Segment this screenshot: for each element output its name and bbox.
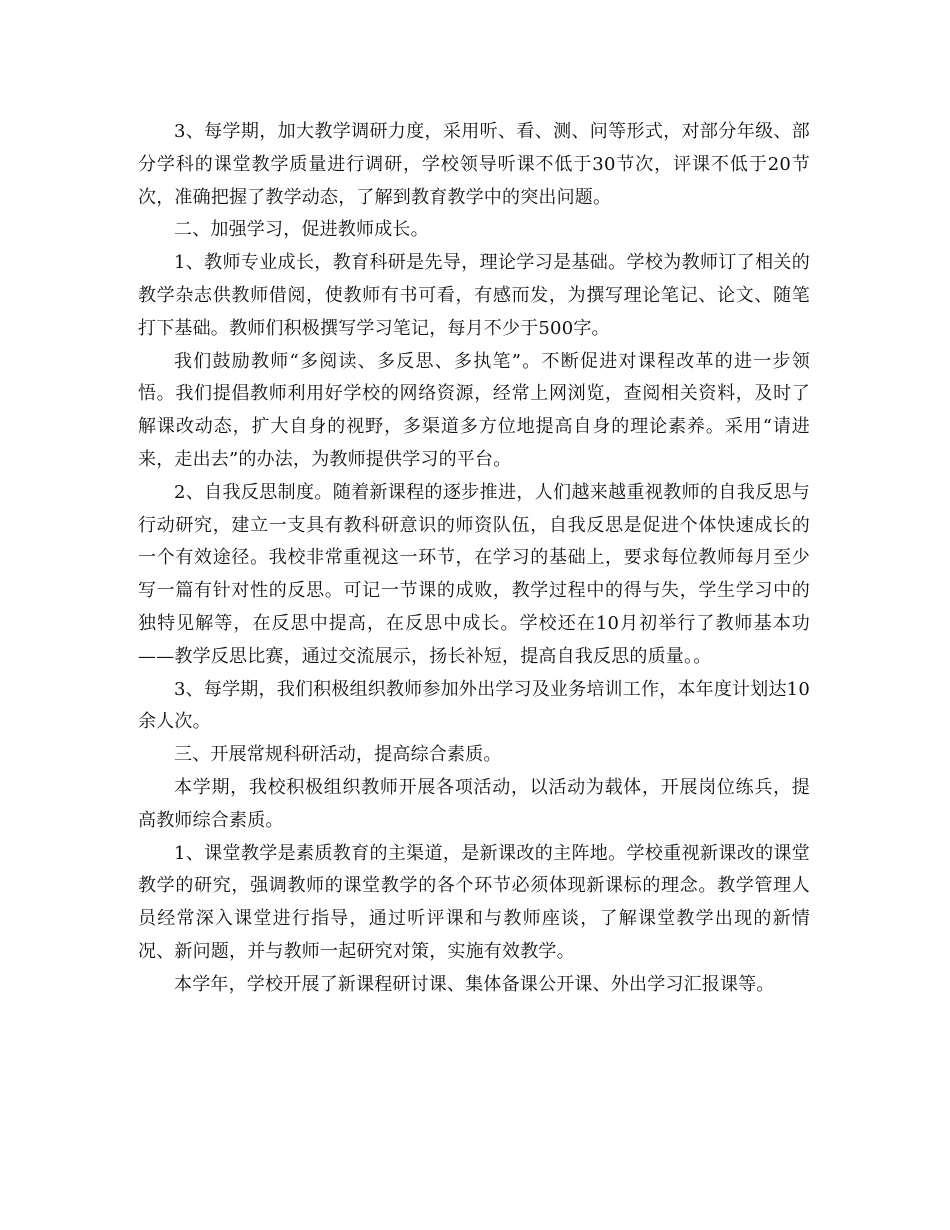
section-heading-study: 二、加强学习，促进教师成长。 bbox=[174, 219, 429, 241]
paragraph-teaching-research: 3、每学期，加大教学调研力度，采用听、看、测、问等形式，对部分年级、部分学科的课堂教学质量进行调研，学校领导听课不低于30节次，评课不低于20节次，准确把握了教学动态，了解到教育教学中的突出问题。 bbox=[138, 121, 810, 208]
document-body bbox=[138, 116, 810, 1002]
paragraph-classroom-teaching: 1、课堂教学是素质教育的主渠道，是新课改的主阵地。学校重视新课改的课堂教学的研究，强调教师的课堂教学的各个环节必须体现新课标的理念。教学管理人员经常深入课堂进行指导，通过听评课和与教师座谈，了解课堂教学出现的新情况、新问题，并与教师一起研究对策，实施有效教学。 bbox=[138, 842, 810, 962]
paragraph-professional-growth: 1、教师专业成长，教育科研是先导，理论学习是基础。学校为教师订了相关的教学杂志供教师借阅，使教师有书可看，有感而发，为撰写理论笔记、论文、随笔打下基础。教师们积极撰写学习笔记，每月不少于500字。 bbox=[138, 252, 810, 339]
paragraph-activities-intro: 本学期，我校积极组织教师开展各项活动，以活动为载体，开展岗位练兵，提高教师综合素质。 bbox=[138, 776, 810, 831]
paragraph-external-training: 3、每学期，我们积极组织教师参加外出学习及业务培训工作，本年度计划达10余人次。 bbox=[138, 678, 810, 733]
section-heading-activities: 三、开展常规科研活动，提高综合素质。 bbox=[174, 744, 502, 766]
paragraph-reading-encouragement: 我们鼓励教师“多阅读、多反思、多执笔”。不断促进对课程改革的进一步领悟。我们提倡教师利用好学校的网络资源，经常上网浏览，查阅相关资料，及时了解课改动态，扩大自身的视野，多渠道多方位地提高自身的理论素养。采用“请进来，走出去”的办法，为教师提供学习的平台。 bbox=[138, 350, 810, 470]
paragraph-school-year-lessons: 本学年，学校开展了新课程研讨课、集体备课公开课、外出学习汇报课等。 bbox=[174, 973, 775, 995]
paragraph-self-reflection: 2、自我反思制度。随着新课程的逐步推进，人们越来越重视教师的自我反思与行动研究，建立一支具有教科研意识的师资队伍，自我反思是促进个体快速成长的一个有效途径。我校非常重视这一环节，在学习的基础上，要求每位教师每月至少写一篇有针对性的反思。可记一节课的成败，教学过程中的得与失，学生学习中的独特见解等，在反思中提高，在反思中成长。学校还在10月初举行了教师基本功——教学反思比赛，通过交流展示，扬长补短，提高自我反思的质量。。 bbox=[138, 481, 810, 667]
